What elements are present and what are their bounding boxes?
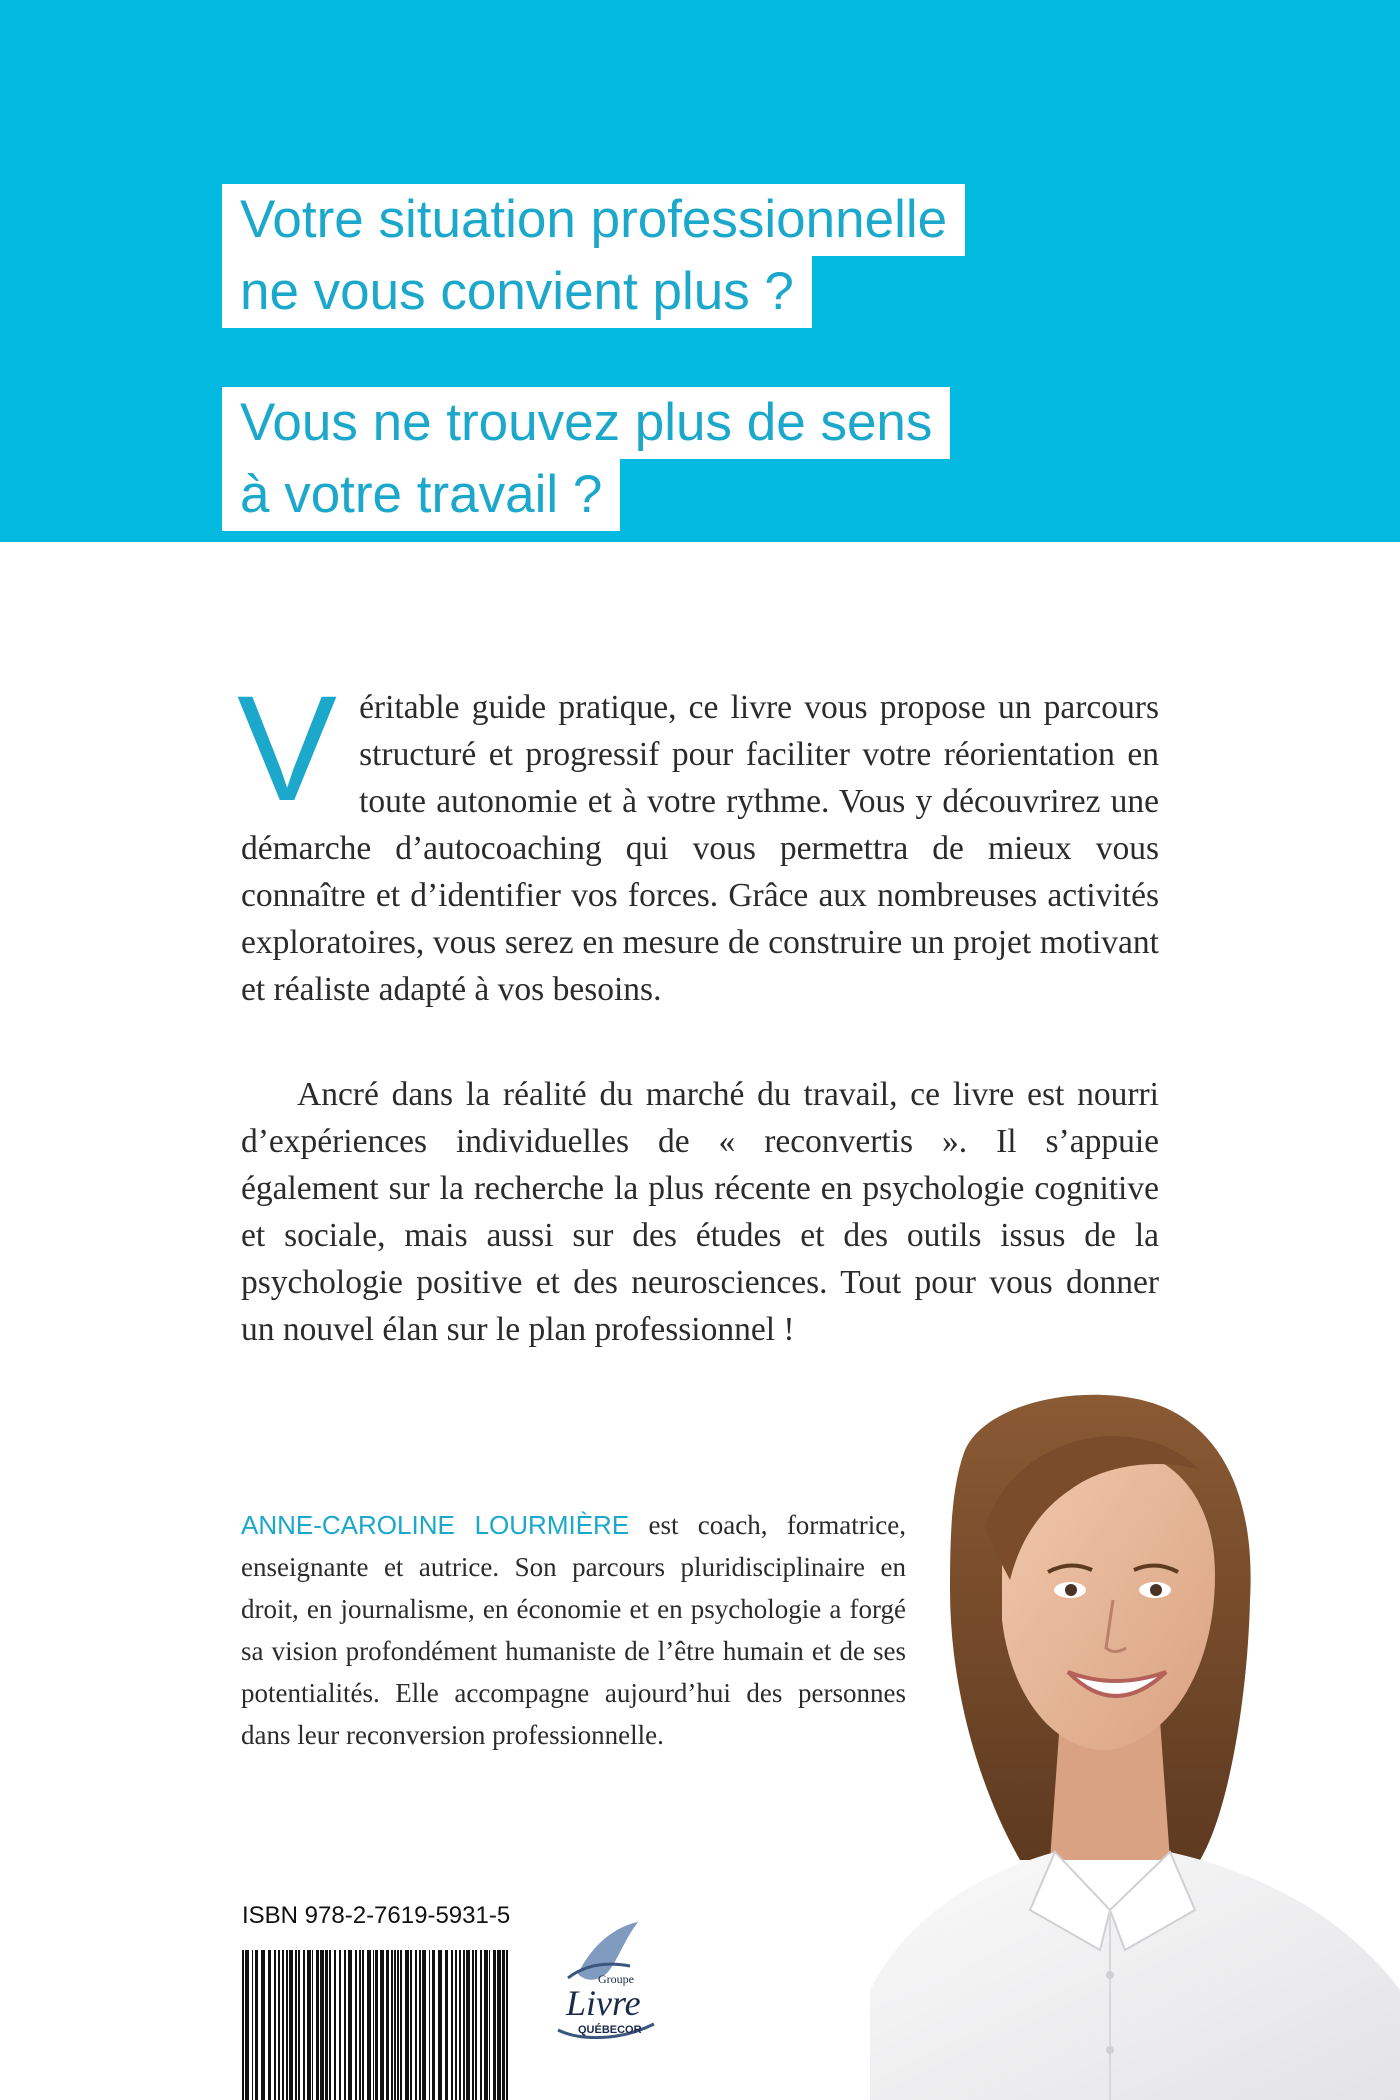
- barcode-bar: [344, 1950, 346, 2100]
- headline-question-2-line-1: Vous ne trouvez plus de sens: [222, 387, 950, 459]
- description-paragraph-2-text: Ancré dans la réalité du marché du travail, ce livre est nourri d’expériences individuelles de « reconvertis ». Il s’appuie également sur la recherche la plus récente en psychologie cognitive et sociale, mais aussi sur des études et des outils issus de la psychologie positive et des neurosciences. Tout pour vous donner un nouvel élan sur le plan professionnel !: [241, 1076, 1159, 1348]
- isbn-label: ISBN 978-2-7619-5931-5: [242, 1902, 511, 1929]
- description-paragraph-1: [237, 664, 1159, 1013]
- barcode-bar: [415, 1950, 417, 2100]
- barcode-bar: [475, 1950, 477, 2100]
- barcode-bar: [339, 1950, 341, 2100]
- barcode-bar: [419, 1950, 421, 2100]
- barcode-bar: [316, 1950, 319, 2100]
- barcode-bar: [497, 1950, 501, 2100]
- barcode-bar: [325, 1950, 328, 2100]
- barcode-bar: [334, 1950, 336, 2100]
- headline-question-1-line-2: ne vous convient plus ?: [222, 256, 812, 328]
- barcode-bar: [274, 1950, 276, 2100]
- barcode-bar: [391, 1950, 393, 2100]
- barcode-bar: [329, 1950, 331, 2100]
- barcode-bar: [502, 1950, 505, 2100]
- barcode-bar: [451, 1950, 453, 2100]
- barcode-bar: [362, 1950, 364, 2100]
- publisher-logo-line-3: QUÉBECOR: [578, 2024, 642, 2036]
- barcode-bar: [493, 1950, 496, 2100]
- description-paragraph-2: [241, 1071, 1159, 1353]
- author-bio: [241, 1504, 906, 1756]
- publisher-logo: [538, 1912, 678, 2052]
- barcode-bar: [506, 1950, 508, 2100]
- barcode-bar: [400, 1950, 402, 2100]
- author-bio-text: est coach, formatrice, enseignante et autrice. Son parcours pluridisciplinaire en droit, en journalisme, en économie et en psychologie a forgé sa vision profondément humaniste de l’être humain et de ses potentialités. Elle accompagne aujourd’hui des personnes dans leur reconversion professionnelle.: [241, 1510, 906, 1750]
- barcode-bar: [422, 1950, 426, 2100]
- barcode-bar: [459, 1950, 461, 2100]
- barcode-bar: [484, 1950, 488, 2100]
- barcode-bar: [312, 1950, 313, 2100]
- barcode: [242, 1950, 514, 2100]
- headline-question-2-line-2: à votre travail ?: [222, 459, 620, 531]
- barcode-bar: [367, 1950, 371, 2100]
- barcode-bar: [355, 1950, 357, 2100]
- barcode-bar: [386, 1950, 389, 2100]
- author-name: ANNE-CAROLINE LOURMIÈRE: [241, 1510, 630, 1540]
- barcode-bar: [242, 1950, 244, 2100]
- barcode-bar: [375, 1950, 378, 2100]
- publisher-logo-line-1: Groupe: [598, 1972, 634, 1986]
- barcode-bar: [397, 1950, 399, 2100]
- barcode-bar: [489, 1950, 490, 2100]
- barcode-bar: [261, 1950, 265, 2100]
- barcode-bar: [359, 1950, 361, 2100]
- barcode-bar: [252, 1950, 253, 2100]
- barcode-bar: [463, 1950, 465, 2100]
- barcode-bar: [480, 1950, 482, 2100]
- barcode-bar: [405, 1950, 409, 2100]
- barcode-bar: [455, 1950, 457, 2100]
- barcode-bar: [394, 1950, 396, 2100]
- author-photo: [870, 1390, 1400, 2100]
- barcode-bar: [278, 1950, 280, 2100]
- barcode-bar: [410, 1950, 412, 2100]
- barcode-bar: [373, 1950, 374, 2100]
- barcode-bar: [429, 1950, 430, 2100]
- barcode-bar: [320, 1950, 324, 2100]
- barcode-bar: [466, 1950, 470, 2100]
- barcode-bar: [298, 1950, 300, 2100]
- description-paragraph-1-text: éritable guide pratique, ce livre vous propose un parcours structuré et progressif pour faciliter votre réorientation en toute autonomie et à votre rythme. Vous y découvrirez une démarche d’autocoaching qui vous permettra de mieux vous connaître et d’identifier vos forces. Grâce aux nombreuses activités exploratoires, vous serez en mesure de construire un projet motivant et réaliste adapté à vos besoins.: [241, 689, 1159, 1008]
- barcode-bar: [380, 1950, 384, 2100]
- drop-cap: V: [237, 664, 338, 832]
- barcode-bar: [295, 1950, 297, 2100]
- barcode-bar: [432, 1950, 435, 2100]
- publisher-logo-line-2: Livre: [566, 1983, 641, 2023]
- headline-question-1-line-1: Votre situation professionnelle: [222, 184, 965, 256]
- barcode-bar: [303, 1950, 305, 2100]
- barcode-bar: [268, 1950, 271, 2100]
- barcode-bar: [282, 1950, 284, 2100]
- barcode-bar: [472, 1950, 474, 2100]
- barcode-bar: [348, 1950, 352, 2100]
- barcode-bar: [445, 1950, 448, 2100]
- barcode-bar: [438, 1950, 442, 2100]
- barcode-bar: [286, 1950, 288, 2100]
- barcode-bar: [289, 1950, 293, 2100]
- barcode-bar: [307, 1950, 311, 2100]
- barcode-bar: [245, 1950, 249, 2100]
- barcode-bar: [255, 1950, 258, 2100]
